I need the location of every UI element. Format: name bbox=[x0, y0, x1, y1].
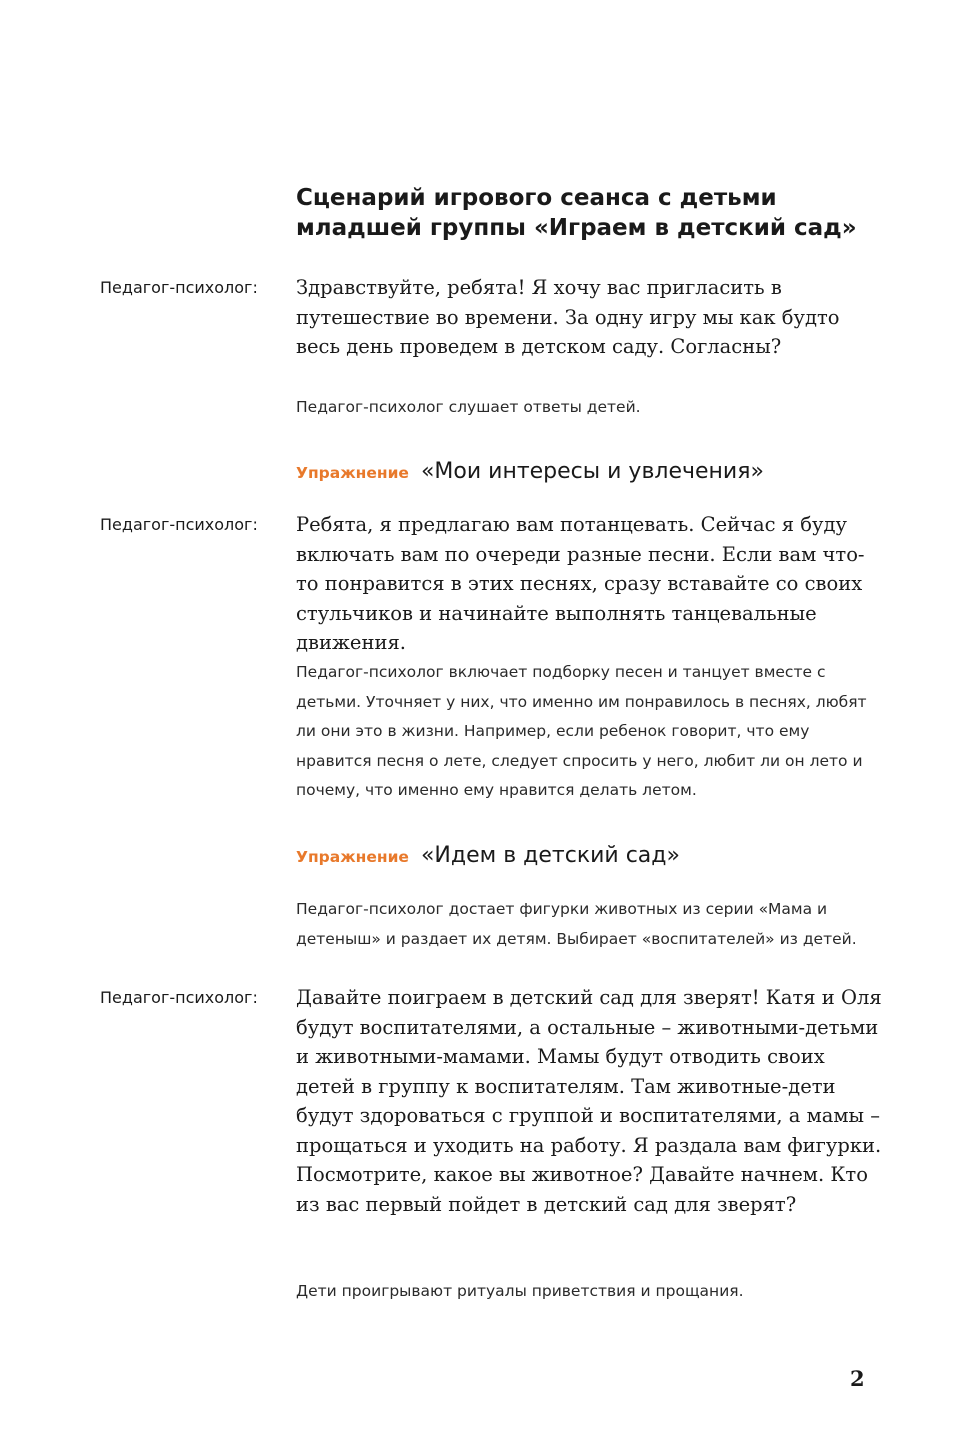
page-number: 2 bbox=[850, 1366, 865, 1391]
speech-text: Ребята, я предлагаю вам потанцевать. Сейчас я буду включать вам по очереди разные песни. Если вам что-то понравится в этих песнях, сразу вставайте со своих стульчиков и начинайте выполнять танцевальные движения. bbox=[296, 513, 865, 654]
exercise-keyword: Упражнение bbox=[296, 464, 409, 482]
stage-direction: Педагог-психолог включает подборку песен и танцует вместе с детьми. Уточняет у них, что именно им понравилось в песнях, любят ли они это в жизни. Например, если ребенок говорит, что ему нравится песня о лете, следует спросить у него, любит ли он лето и почему, что именно ему нравится делать летом. bbox=[296, 663, 867, 799]
speech-text: Давайте поиграем в детский сад для зверят! Катя и Оля будут воспитателями, а остальные – животными-детьми и животными-мамами. Мамы будут отводить своих детей в группу к воспитателям. Там животные-дети будут здороваться с группой и воспитателями, а мамы – прощаться и уходить на работу. Я раздала вам фигурки. Посмотрите, какое вы животное? Давайте начнем. Кто из вас первый пойдет в детский сад для зверят? bbox=[296, 986, 882, 1216]
stage-direction: Дети проигрывают ритуалы приветствия и прощания. bbox=[296, 1282, 744, 1300]
exercise-name: «Мои интересы и увлечения» bbox=[420, 459, 764, 484]
speaker-label: Педагог-психолог: bbox=[100, 988, 258, 1007]
speaker-label: Педагог-психолог: bbox=[100, 278, 258, 297]
exercise-keyword: Упражнение bbox=[296, 848, 409, 866]
speech-text: Здравствуйте, ребята! Я хочу вас пригласить в путешествие во времени. За одну игру мы как будто весь день проведем в детском саду. Согласны? bbox=[296, 276, 840, 358]
stage-direction: Педагог-психолог слушает ответы детей. bbox=[296, 398, 641, 416]
exercise-heading bbox=[296, 843, 896, 868]
exercise-name: «Идем в детский сад» bbox=[420, 843, 680, 868]
stage-direction: Педагог-психолог достает фигурки животных из серии «Мама и детеныш» и раздает их детям. Выбирает «воспитателей» из детей. bbox=[296, 900, 857, 948]
exercise-heading bbox=[296, 459, 896, 484]
page-title: Сценарий игрового сеанса с детьми младшей группы «Играем в детский сад» bbox=[296, 185, 857, 241]
speaker-label: Педагог-психолог: bbox=[100, 515, 258, 534]
